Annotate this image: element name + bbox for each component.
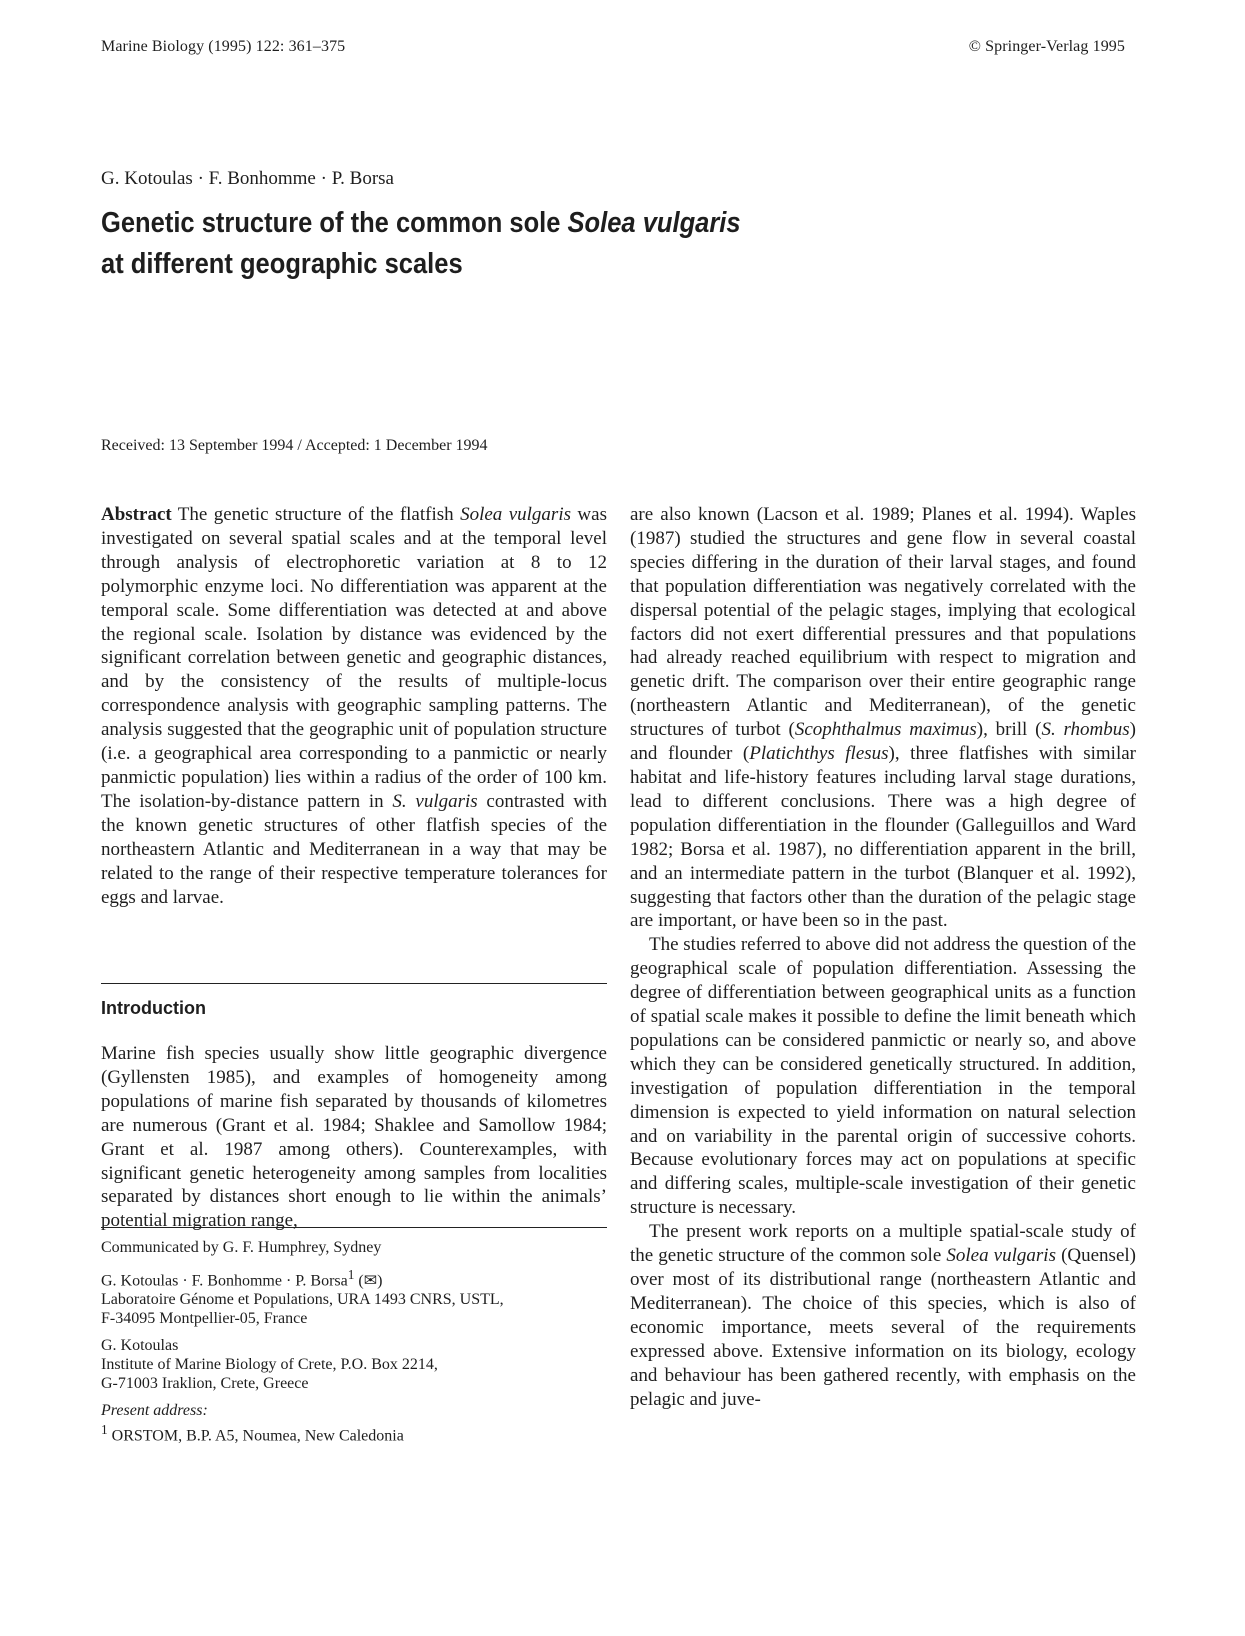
affiliation-institute-2: G-71003 Iraklion, Crete, Greece (101, 1375, 309, 1393)
species-name: Scophthalmus maximus (794, 719, 977, 741)
author-footnotes (101, 1238, 607, 1446)
affiliation-lab-2: F-34095 Montpellier-05, France (101, 1310, 308, 1328)
footnote-divider (101, 1227, 607, 1228)
introduction-paragraph-1-cont: are also known (Lacson et al. 1989; Planes et al. 1994). Waples (1987) studied the structures and gene flow in several coastal species differing in the duration of their larval stages, and found that population differentiation was negatively correlated with the dispersal potential of the pelagic stages, implying that ecological factors did not exert differential pressures and that populations had already reached equilibrium with respect to migration and genetic drift. The comparison over their entire geographic range (northeastern Atlantic and Mediterranean), of the genetic structures of turbot (Scophthalmus maximus), brill (S. rhombus) and flounder (Platichthys flesus), three flatfishes with similar habitat and life-history features including larval stage durations, lead to different conclusions. There was a high degree of population differentiation in the flounder (Galleguillos and Ward 1982; Borsa et al. 1987), no differentiation apparent in the brill, and an intermediate pattern in the turbot (Blanquer et al. 1992), suggesting that factors other than the duration of the pelagic stage are important, or have been so in the past. (630, 504, 1136, 932)
introduction-paragraph-2: The studies referred to above did not address the question of the geographical scale of population differentiation. Assessing the degree of differentiation between geographical units as a function of spatial scale makes it possible to define the limit beneath which populations can be considered panmictic or nearly so, and above which they can be considered genetically structured. In addition, investigation of population differentiation in the temporal dimension is expected to yield information on natural selection and on variability in the parental origin of successive cohorts. Because evolutionary forces may act on populations at specific and differing scales, multiple-scale investigation of their genetic structure is necessary. (630, 934, 1136, 1219)
abstract-heading: Abstract (101, 504, 172, 525)
mail-icon: ✉ (363, 1272, 378, 1290)
species-name: S. rhombus (1041, 719, 1130, 741)
introduction-heading: Introduction (101, 998, 206, 1018)
species-name: S. vulgaris (392, 790, 478, 812)
species-name: Solea vulgaris (946, 1245, 1056, 1267)
present-address: $^1$ ORSTOM, B.P. A5, Noumea, New Caledonia (101, 1422, 404, 1445)
introduction-continued (630, 503, 1136, 1411)
abstract-block (101, 503, 607, 909)
introduction-paragraph-3: The present work reports on a multiple spatial-scale study of the genetic structure of the common sole Solea vulgaris (Quensel) over most of its distributional range (northeastern Atlantic and Mediterranean). The choice of this species, which is also of economic importance, meets several of the requirements expressed above. Extensive information on its biology, ecology and behaviour has been gathered recently, with emphasis on the pelagic and juve- (630, 1221, 1136, 1410)
affiliation-author-2: G. Kotoulas (101, 1337, 179, 1355)
author-list: G. Kotoulas · F. Bonhomme · P. Borsa (101, 168, 394, 189)
abstract-paragraph: Abstract The genetic structure of the flatfish Solea vulgaris was investigated on several spatial scales and at the temporal level through analysis of electrophoretic variation at 8 to 12 polymorphic enzyme loci. No differentiation was apparent at the temporal scale. Some differentiation was detected at and above the regional scale. Isolation by distance was evidenced by the significant correlation between genetic and geographic distances, and by the consistency of the results of multiple-locus correspondence analysis with geographic sampling patterns. The analysis suggested that the geographic unit of population structure (i.e. a geographical area corresponding to a panmictic or nearly panmictic population) lies within a radius of the order of 100 km. The isolation-by-distance pattern in S. vulgaris contrasted with the known genetic structures of other flatfish species of the northeastern Atlantic and Mediterranean in a way that may be related to the range of their respective temperature tolerances for eggs and larvae. (101, 504, 608, 908)
title-species: Solea vulgaris (567, 207, 741, 239)
section-divider (101, 983, 607, 984)
received-dates: Received: 13 September 1994 / Accepted: 1 December 1994 (101, 437, 488, 454)
affiliation-institute-1: Institute of Marine Biology of Crete, P.O. Box 2214, (101, 1356, 438, 1374)
affiliation-lab-1: Laboratoire Génome et Populations, URA 1493 CNRS, USTL, (101, 1291, 504, 1309)
article-title (101, 203, 741, 285)
title-prefix: Genetic structure of the common sole (101, 207, 568, 239)
copyright-notice: © Springer-Verlag 1995 (968, 38, 1125, 55)
introduction-paragraph-1: Marine fish species usually show little geographic divergence (Gyllensten 1985), and examples of homogeneity among populations of marine fish separated by thousands of kilometres are numerous (Grant et al. 1984; Shaklee and Samollow 1984; Grant et al. 1987 among others). Counterexamples, with significant genetic heterogeneity among samples from localities separated by distances short enough to lie within the animals’ potential migration range, (101, 1043, 607, 1232)
species-name: Platichthys flesus (749, 743, 889, 765)
communicated-by: Communicated by G. F. Humphrey, Sydney (101, 1239, 382, 1256)
species-name: Solea vulgaris (460, 504, 571, 525)
affiliation-authors: G. Kotoulas · F. Bonhomme · P. Borsa$^1$ (✉) (101, 1267, 383, 1290)
title-line-2: at different geographic scales (101, 248, 463, 280)
present-address-label: Present address: (101, 1402, 208, 1420)
journal-citation: Marine Biology (1995) 122: 361–375 (101, 38, 346, 55)
